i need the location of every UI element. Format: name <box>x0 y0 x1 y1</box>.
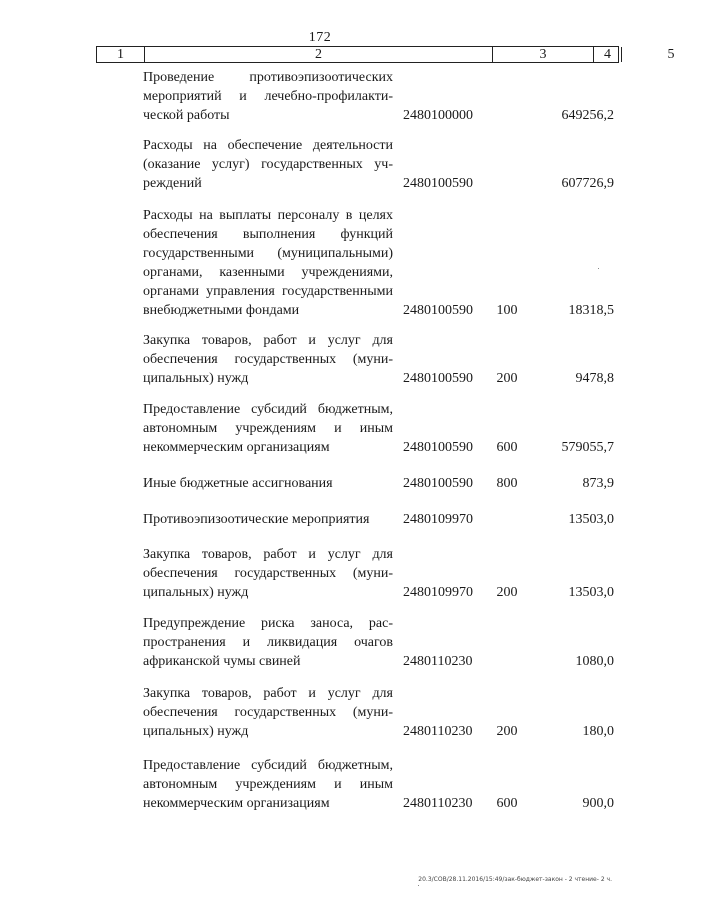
row-vr: 200 <box>496 585 518 600</box>
row-code: 2480100590 <box>403 476 473 491</box>
row-vr: 200 <box>496 371 518 386</box>
header-col-3: 3 <box>492 47 593 62</box>
row-name: Расходы на выплаты персоналу в целях обеспечения выполнения функций государственными (муниципальными) органами, казенными учреждениями, органами управления государственными внебюджетными фондами <box>143 208 393 318</box>
row-code: 2480100590 <box>403 176 473 191</box>
row-code: 2480100000 <box>403 108 473 123</box>
table-row <box>0 400 640 457</box>
header-col-4: 4 <box>593 47 621 62</box>
row-code: 2480110230 <box>403 654 473 669</box>
row-name: Закупка товаров, работ и услуг для обеспечения государственных (муниципальных) нужд <box>143 686 393 739</box>
row-name: Закупка товаров, работ и услуг для обеспечения государственных (муниципальных) нужд <box>143 547 393 600</box>
table-row <box>0 331 640 388</box>
scan-speck <box>598 268 599 269</box>
header-col-2: 2 <box>144 47 492 62</box>
row-name: Иные бюджетные ассигнования <box>143 476 333 491</box>
row-code: 2480109970 <box>403 512 473 527</box>
row-sum: 180,0 <box>582 724 614 739</box>
table-row <box>0 136 640 193</box>
header-col-1: 1 <box>117 47 124 62</box>
row-vr: 600 <box>496 796 518 811</box>
row-name: Предоставление субсидий бюджетным, автономным учреждениям и иным некоммерческим организациям <box>143 758 393 811</box>
table-row <box>0 68 640 125</box>
row-code: 2480100590 <box>403 303 473 318</box>
row-sum: 18318,5 <box>568 303 614 318</box>
table-row <box>0 756 640 813</box>
row-code: 2480100590 <box>403 440 473 455</box>
row-sum: 9478,8 <box>575 371 614 386</box>
row-vr: 800 <box>496 476 518 491</box>
row-name: Противоэпизоотические мероприятия <box>143 512 370 527</box>
row-sum: 873,9 <box>582 476 614 491</box>
footer-stamp: 20.3/СОВ/28.11.2016/15:49/зак-бюджет-закон - 2 чтение- 2 ч. <box>418 876 612 883</box>
row-code: 2480109970 <box>403 585 473 600</box>
page-number: 172 <box>308 30 332 45</box>
table-row <box>0 614 640 671</box>
row-name: Закупка товаров, работ и услуг для обеспечения государственных (муниципальных) нужд <box>143 333 393 386</box>
row-sum: 1080,0 <box>575 654 614 669</box>
row-code: 2480100590 <box>403 371 473 386</box>
row-code: 2480110230 <box>403 796 473 811</box>
row-name: Проведение противоэпизоотических мероприятий и лечебно-профилактической работы <box>143 70 393 123</box>
row-sum: 579055,7 <box>561 440 614 455</box>
table-row <box>0 545 640 602</box>
table-row <box>0 206 640 320</box>
row-vr: 600 <box>496 440 518 455</box>
row-vr: 100 <box>496 303 518 318</box>
table-row <box>0 510 640 529</box>
row-sum: 13503,0 <box>568 512 614 527</box>
row-name: Предупреждение риска заноса, распространения и ликвидация очагов африканской чумы свиней <box>143 616 393 669</box>
table-row <box>0 684 640 741</box>
row-sum: 900,0 <box>582 796 614 811</box>
row-sum: 607726,9 <box>561 176 614 191</box>
row-code: 2480110230 <box>403 724 473 739</box>
scan-speck <box>418 885 419 886</box>
row-name: Предоставление субсидий бюджетным, автономным учреждениям и иным некоммерческим организациям <box>143 402 393 455</box>
table-header <box>96 46 675 63</box>
row-vr: 200 <box>496 724 518 739</box>
row-sum: 13503,0 <box>568 585 614 600</box>
row-sum: 649256,2 <box>561 108 614 123</box>
header-col-5: 5 <box>621 47 720 62</box>
row-name: Расходы на обеспечение деятельности (оказание услуг) государственных учреждений <box>143 138 393 191</box>
table-row <box>0 474 640 493</box>
